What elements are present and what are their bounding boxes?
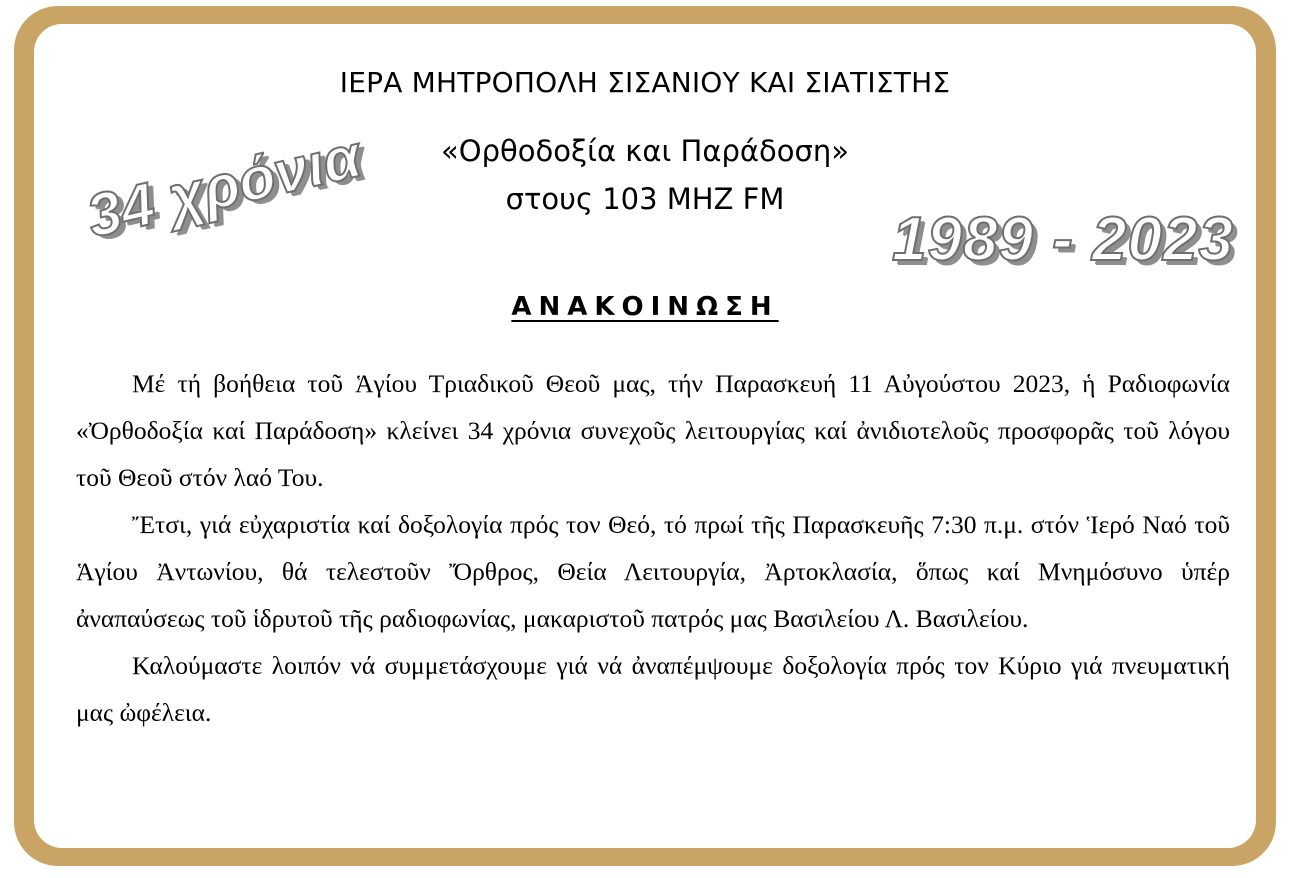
paragraph-1: Μέ τή βοήθεια τοῦ Ἁγίου Τριαδικοῦ Θεοῦ μας, τήν Παρασκευή 11 Αὐγούστου 2023, ἡ Ραδιοφωνία «Ὀρθοδοξία καί Παράδοση» κλείνει 34 χρόνια συνεχοῦς λειτουργίας καί ἀνιδιοτελοῦς προσφορᾶς τοῦ λόγου τοῦ Θεοῦ στόν λαό Του.: [76, 369, 1230, 492]
paragraph-3: Καλούμαστε λοιπόν νά συμμετάσχουμε γιά νά ἀναπέμψουμε δοξολογία πρός τον Κύριο γιά πνευματική μας ὠφέλεια.: [76, 651, 1230, 727]
announcement-body: [76, 360, 1230, 736]
paragraph-2: Ἔτσι, γιά εὐχαριστία καί δοξολογία πρός τον Θεό, τό πρωί τῆς Παρασκευῆς 7:30 π.μ. στόν Ἱερό Ναό τοῦ Ἁγίου Ἀντωνίου, θά τελεστοῦν Ὄρθρος, Θεία Λειτουργία, Ἀρτοκλασία, ὅπως καί Μνημόσυνο ὑπέρ ἀναπαύσεως τοῦ ἱδρυτοῦ τῆς ραδιοφωνίας, μακαριστοῦ πατρός μας Βασιλείου Λ. Βασιλείου.: [76, 510, 1230, 633]
announcement-heading: [34, 292, 1256, 322]
announcement-title: ΑΝΑΚΟΙΝΩΣΗ: [511, 292, 779, 322]
gold-frame: [14, 6, 1276, 866]
anniversary-range-stamp: 1989 - 2023: [892, 205, 1234, 274]
organization-title: ΙΕΡΑ ΜΗΤΡΟΠΟΛΗ ΣΙΣΑΝΙΟΥ ΚΑΙ ΣΙΑΤΙΣΤΗΣ: [339, 66, 951, 99]
anniversary-years-stamp: 34 χρόνια: [80, 122, 367, 251]
radio-frequency: στους 103 MHZ FM: [505, 182, 785, 216]
announcement-page: [34, 24, 1256, 848]
program-name: «Ορθοδοξία και Παράδοση»: [441, 134, 849, 168]
